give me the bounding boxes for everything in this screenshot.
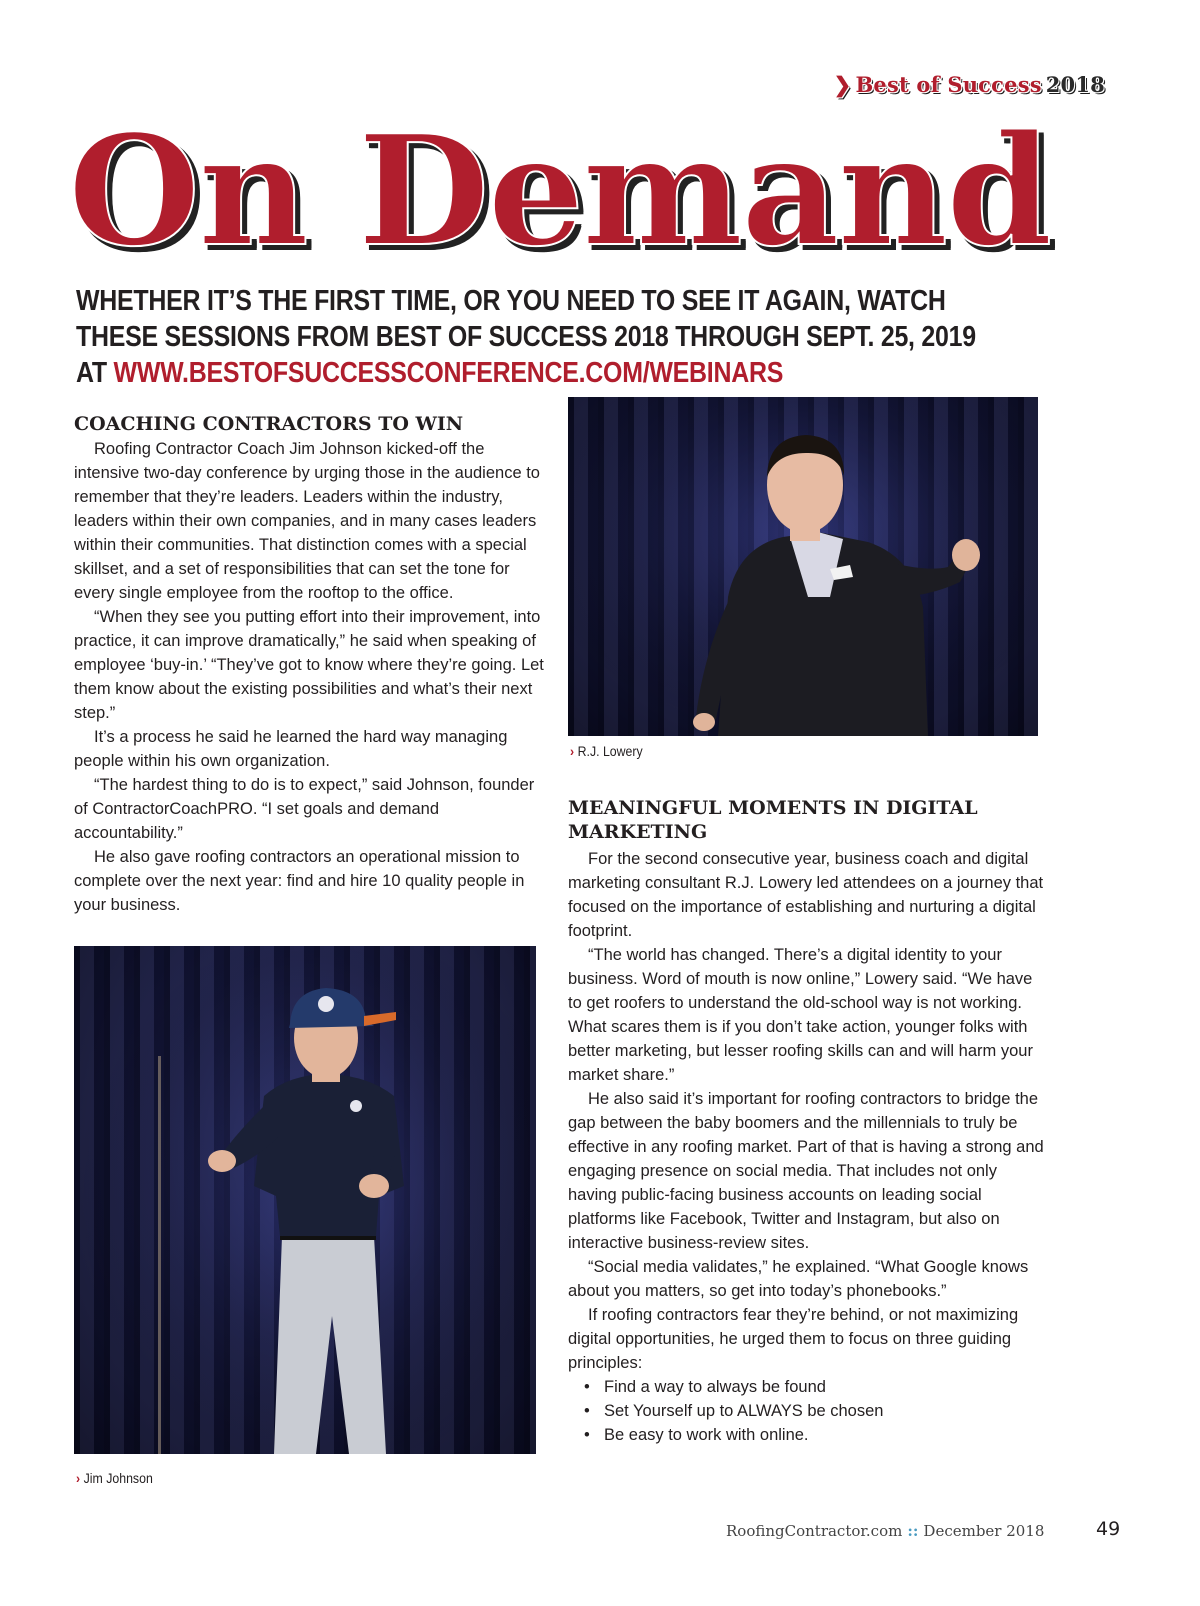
deck-line-2: THESE SESSIONS FROM BEST OF SUCCESS 2018 THROUGH SEPT. 25, 2019: [76, 321, 976, 353]
page-footer: [726, 1522, 1044, 1540]
list-item: • Set Yourself up to ALWAYS be chosen: [584, 1399, 1048, 1423]
deck-prefix: AT: [76, 357, 107, 389]
section-body-coaching: [74, 437, 549, 917]
speaker-figure-johnson: [74, 946, 536, 1454]
footer-separator: ::: [907, 1522, 919, 1540]
paragraph: “Social media validates,” he explained. “What Google knows about you matters, so get into today’s phonebooks.”: [568, 1258, 1029, 1300]
photo-jim-johnson: [74, 946, 536, 1454]
deck-line-1: WHETHER IT’S THE FIRST TIME, OR YOU NEED TO SEE IT AGAIN, WATCH: [76, 285, 946, 317]
paragraph: “The hardest thing to do is to expect,” said Johnson, founder of ContractorCoachPRO. “I set goals and demand accountability.”: [74, 776, 535, 842]
kicker-label: Best of Success: [855, 72, 1042, 97]
article-left-column: [74, 412, 549, 917]
page-number: 49: [1096, 1518, 1121, 1540]
paragraph: For the second consecutive year, business coach and digital marketing consultant R.J. Lowery led attendees on a journey that focused on the importance of establishing and nurturing a digital footprint.: [568, 850, 1044, 940]
footer-site-link[interactable]: RoofingContractor.com: [726, 1522, 903, 1540]
paragraph: “The world has changed. There’s a digital identity to your business. Word of mouth is now online,” Lowery said. “We have to get roofers to understand the old-school way is not working. What scares them is if you don’t take action, younger folks with better marketing, but lesser roofing skills can and will harm your market share.”: [568, 946, 1033, 1084]
paragraph: “When they see you putting effort into their improvement, into practice, it can improve dramatically,” he said when speaking of employee ‘buy-in.’ “They’ve got to know where they’re going. Let them know about the existing possibilities and what’s their next step.”: [74, 608, 544, 722]
speaker-figure-lowery: [568, 397, 1038, 736]
list-item: • Be easy to work with online.: [584, 1423, 1048, 1447]
photo-caption-lowery: › R.J. Lowery: [570, 743, 643, 759]
chevron-right-icon: ›: [570, 743, 575, 759]
section-body-digital: [568, 847, 1048, 1447]
deck: [76, 283, 1125, 391]
page-title: On Demand: [68, 101, 1051, 280]
guiding-principles-list: [568, 1375, 1048, 1447]
section-title-coaching: COACHING CONTRACTORS TO WIN: [74, 413, 464, 435]
paragraph: He also gave roofing contractors an operational mission to complete over the next year: find and hire 10 quality people in your business.: [74, 848, 525, 914]
webinars-link[interactable]: WWW.BESTOFSUCCESSCONFERENCE.COM/WEBINARS: [113, 357, 784, 389]
paragraph: If roofing contractors fear they’re behind, or not maximizing digital opportunities, he urged them to focus on three guiding principles:: [568, 1306, 1019, 1372]
article-right-column: [568, 796, 1048, 1447]
chevron-right-icon: ❯: [833, 72, 852, 97]
section-kicker: [834, 72, 1105, 97]
paragraph: Roofing Contractor Coach Jim Johnson kicked-off the intensive two-day conference by urging those in the audience to remember that they’re leaders. Leaders within the industry, leaders within their own companies, and in many cases leaders within their communities. That distinction comes with a special skillset, and a set of responsibilities that can set the tone for every single employee from the rooftop to the office.: [74, 440, 540, 602]
paragraph: It’s a process he said he learned the hard way managing people within his own organization.: [74, 728, 508, 770]
photo-rj-lowery: [568, 397, 1038, 736]
list-item: • Find a way to always be found: [584, 1375, 1048, 1399]
deck-line-3: [76, 355, 1125, 391]
photo-caption-johnson: › Jim Johnson: [76, 1470, 153, 1486]
section-title-digital: MEANINGFUL MOMENTS IN DIGITAL MARKETING: [568, 797, 978, 843]
kicker-year: 2018: [1045, 72, 1105, 97]
paragraph: He also said it’s important for roofing contractors to bridge the gap between the baby boomers and the millennials to truly be effective in any roofing market. Part of that is having a strong and engaging presence on social media. That includes not only having public-facing business accounts on leading social platforms like Facebook, Twitter and Instagram, but also on interactive business-review sites.: [568, 1090, 1044, 1252]
footer-date: December 2018: [923, 1522, 1045, 1540]
chevron-right-icon: ›: [76, 1470, 81, 1486]
